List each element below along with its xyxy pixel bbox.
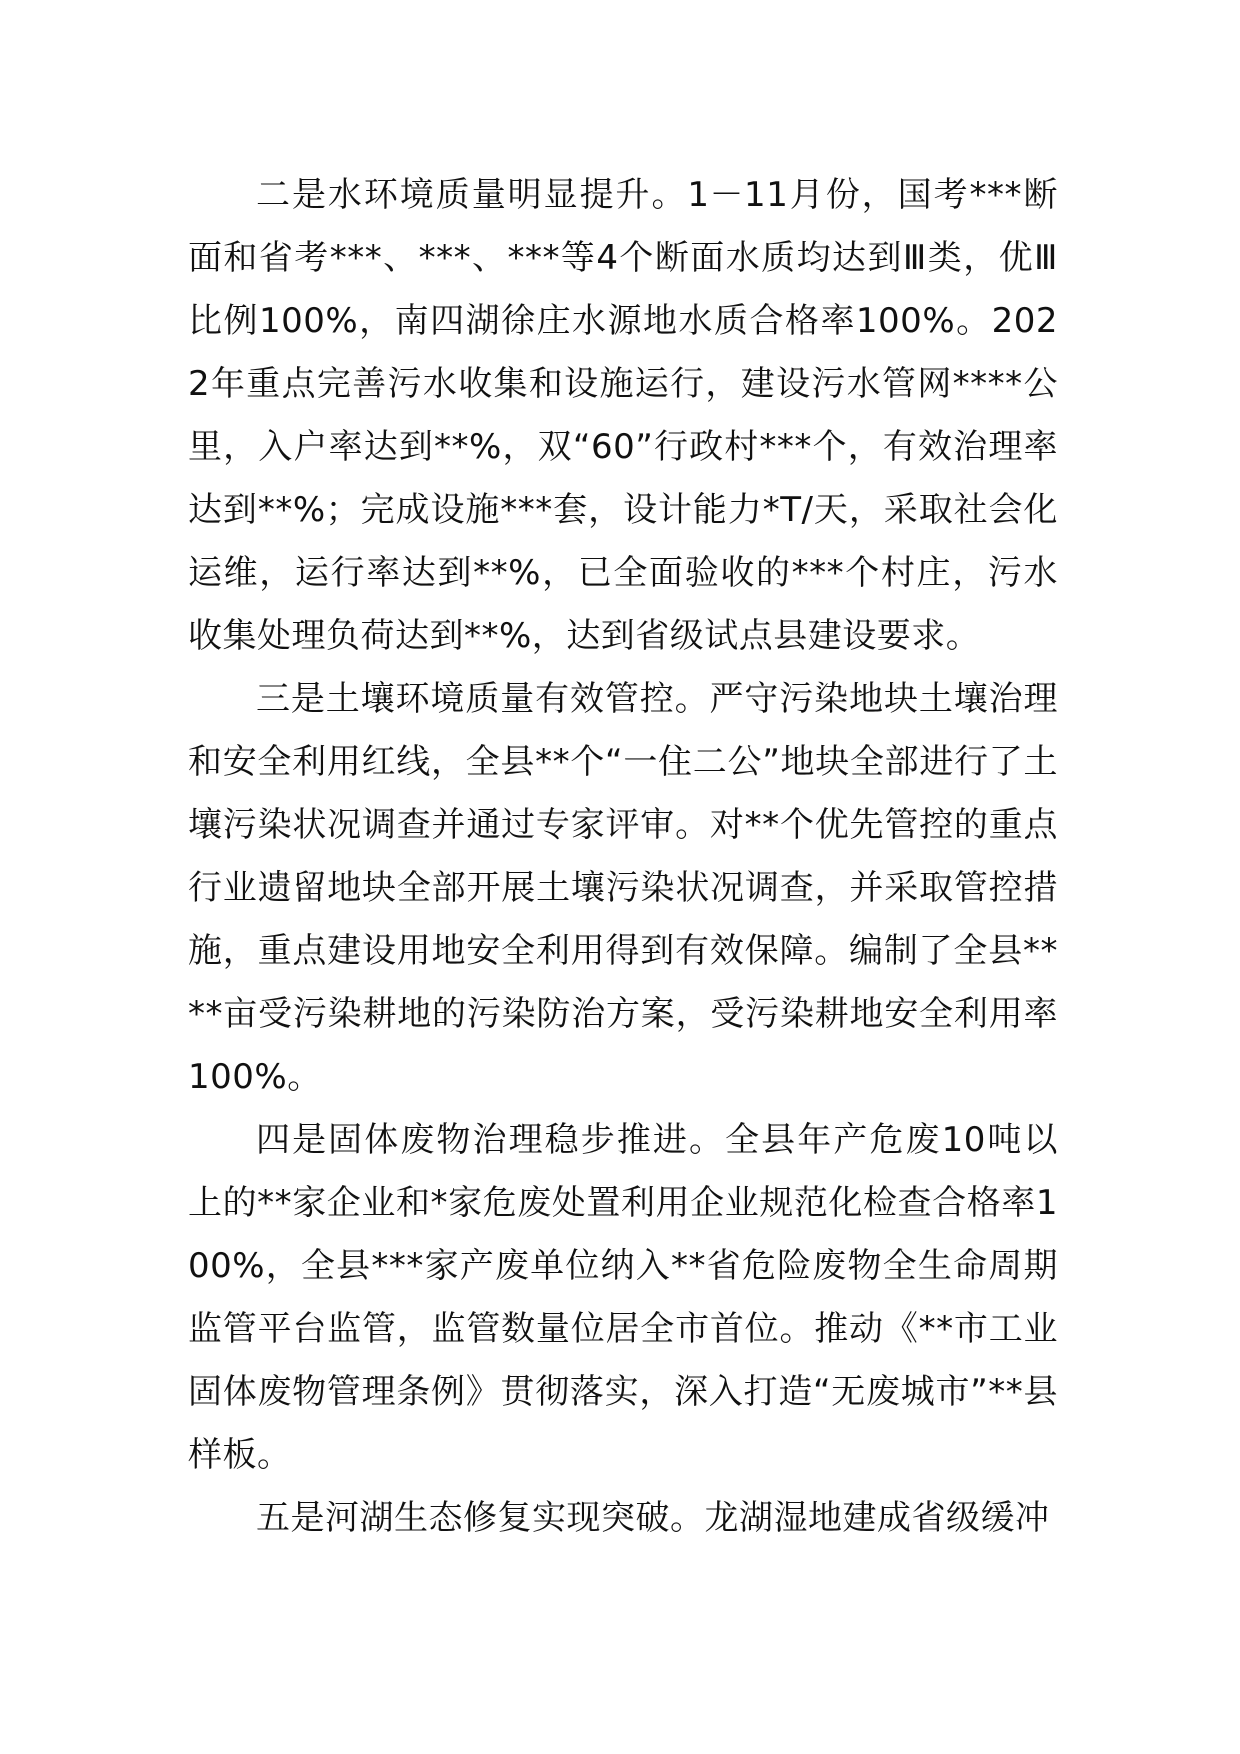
document-body: [188, 164, 1058, 1550]
paragraph-soil-quality: 三是土壤环境质量有效管控。严守污染地块土壤治理和安全利用红线，全县**个“一住二公”地块全部进行了土壤污染状况调查并通过专家评审。对**个优先管控的重点行业遗留地块全部开展土壤污染状况调查，并采取管控措施，重点建设用地安全利用得到有效保障。编制了全县****亩受污染耕地的污染防治方案，受污染耕地安全利用率100%。: [188, 679, 1058, 1097]
paragraph-solid-waste: 四是固体废物治理稳步推进。全县年产危废10吨以上的**家企业和*家危废处置利用企业规范化检查合格率100%，全县***家产废单位纳入**省危险废物全生命周期监管平台监管，监管数量位居全市首位。推动《**市工业固体废物管理条例》贯彻落实，深入打造“无废城市”**县样板。: [188, 1120, 1058, 1475]
paragraph-river-lake-restoration: 五是河湖生态修复实现突破。龙湖湿地建成省级缓冲: [256, 1498, 1050, 1538]
paragraph-water-quality: 二是水环境质量明显提升。1－11月份，国考***断面和省考***、***、***等4个断面水质均达到Ⅲ类，优Ⅲ比例100%，南四湖徐庄水源地水质合格率100%。2022年重点完善污水收集和设施运行，建设污水管网****公里，入户率达到**%，双“60”行政村***个，有效治理率达到**%；完成设施***套，设计能力*T/天，采取社会化运维，运行率达到**%，已全面验收的***个村庄，污水收集处理负荷达到**%，达到省级试点县建设要求。: [188, 175, 1058, 656]
